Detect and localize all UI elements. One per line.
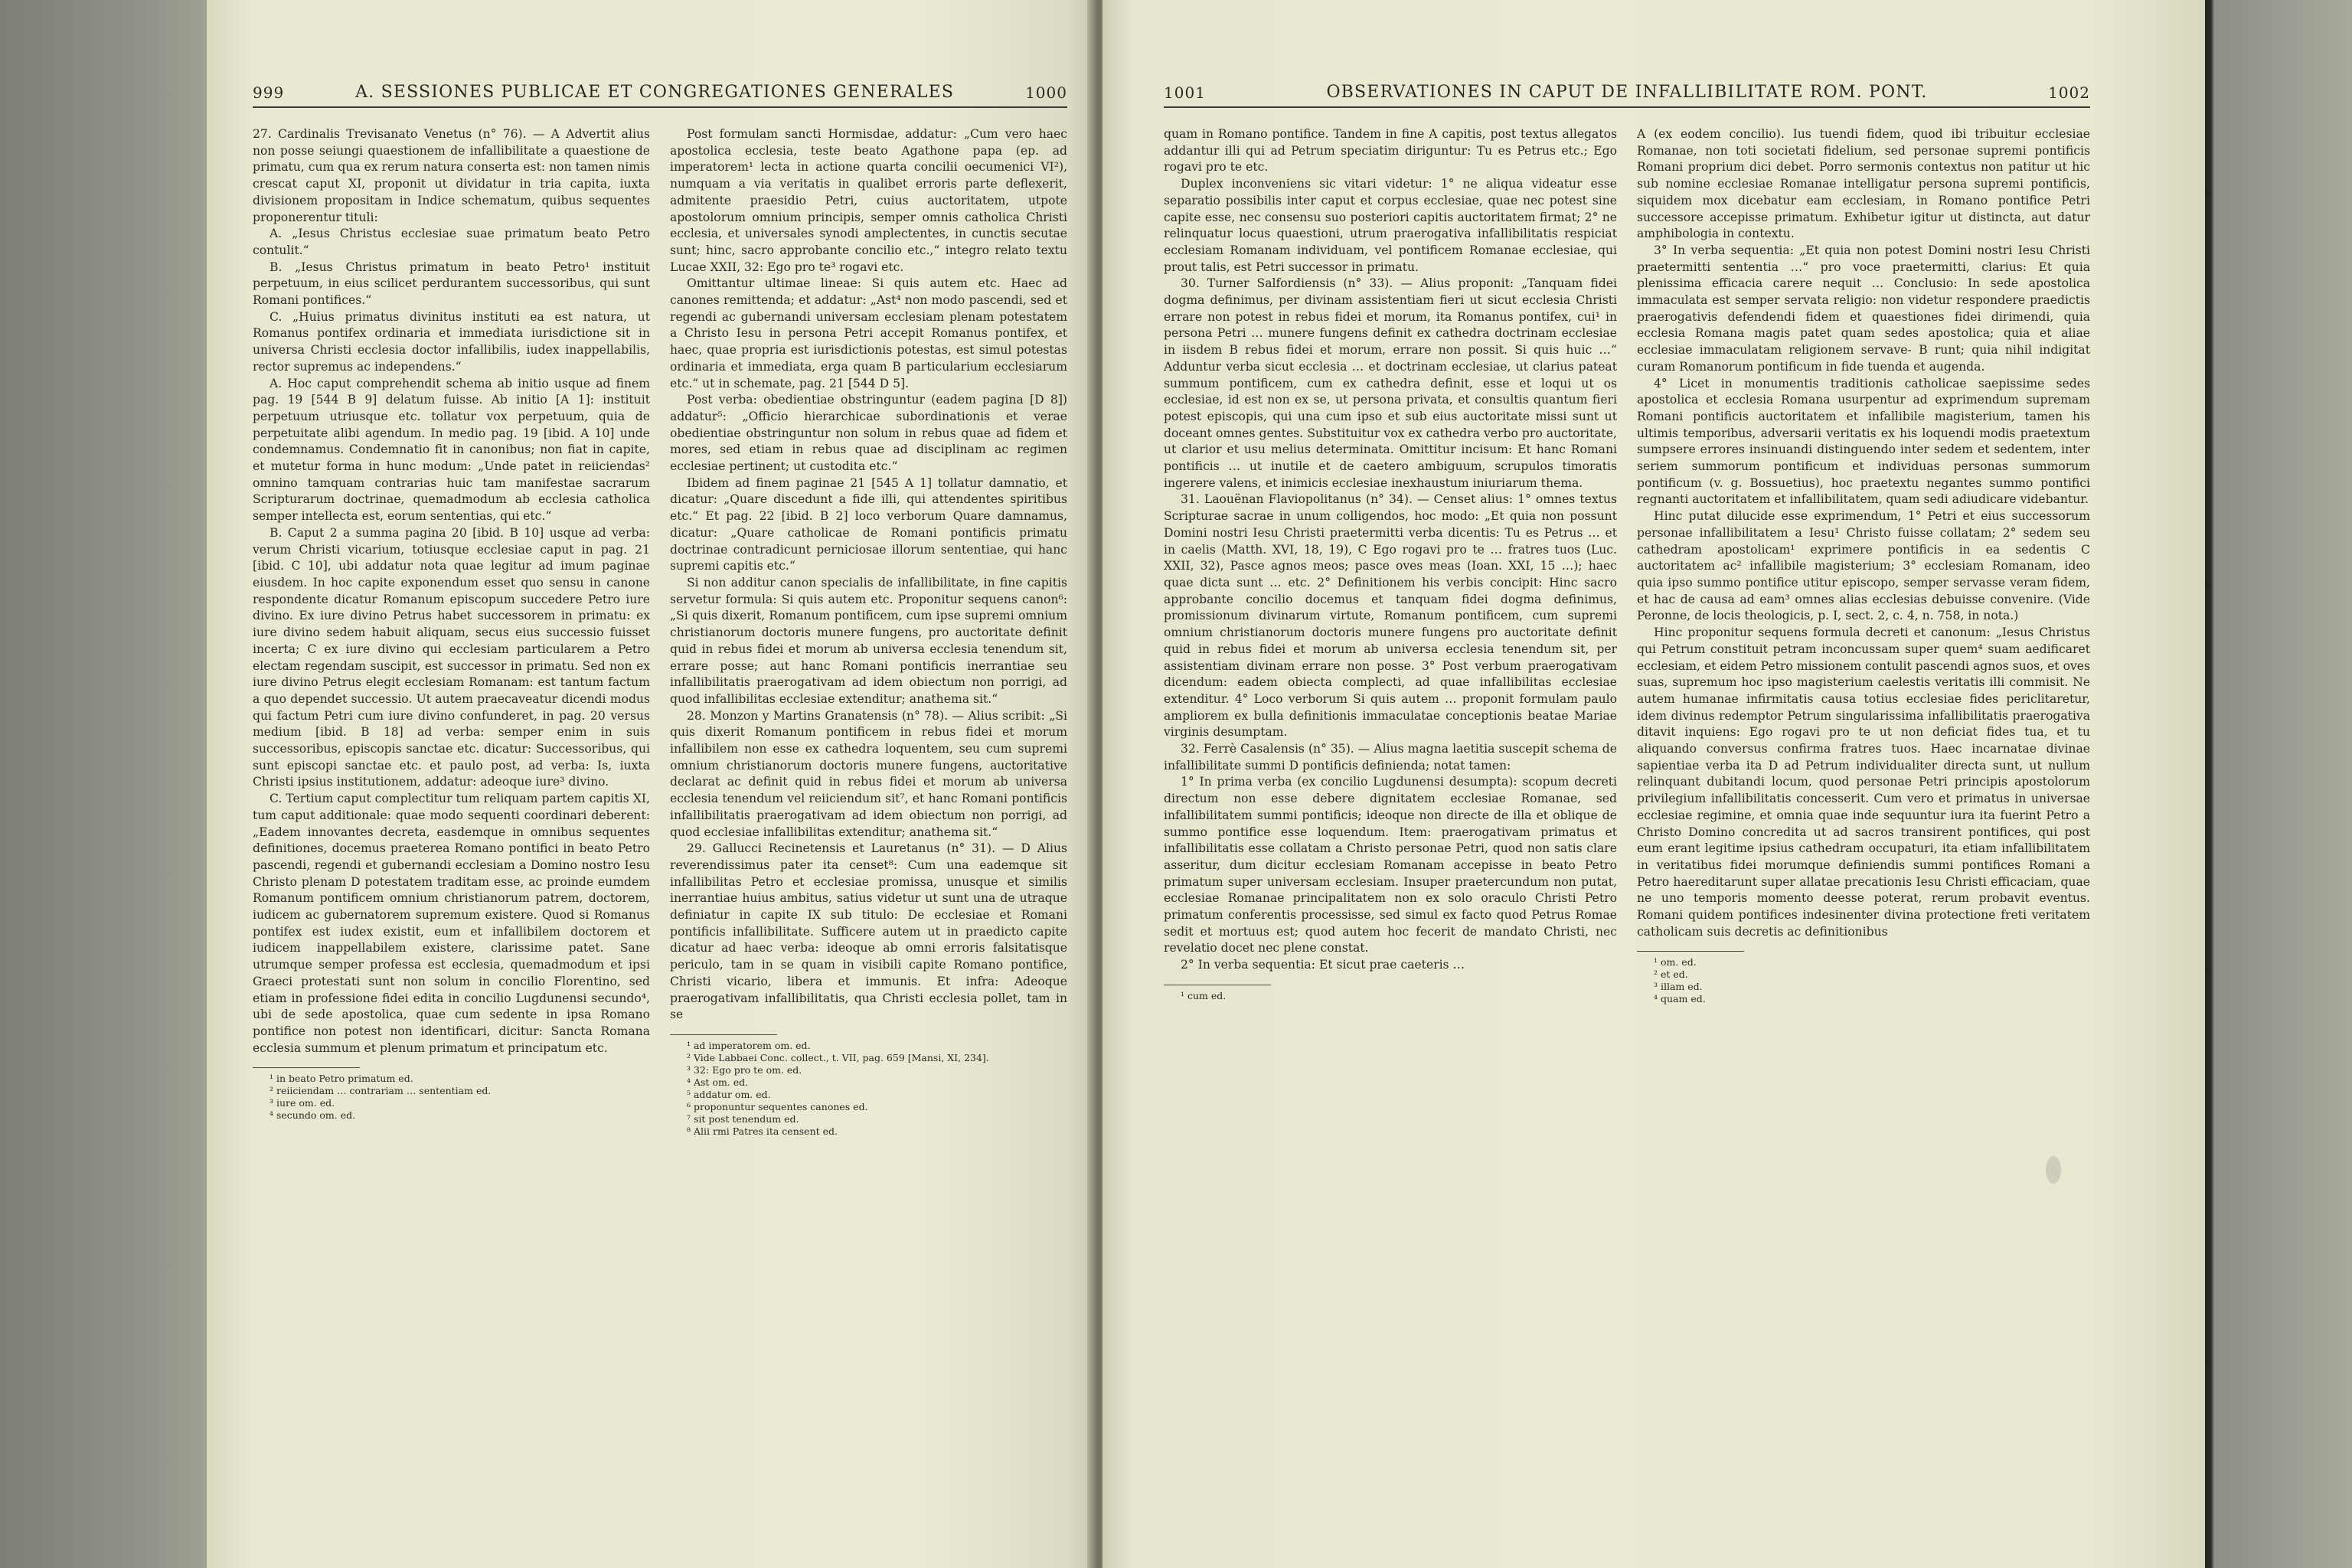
- footnote: ⁷ sit post tenendum ed.: [687, 1112, 799, 1125]
- paragraph: quam in Romano pontifice. Tandem in fine A capitis, post textus allegatos addantur illi qui ad Petrum speciatim diriguntur: Tu es Petrus etc.; Ego rogavi pro te etc.: [1164, 127, 1617, 175]
- right-running-head: [1164, 83, 2090, 108]
- footnote: ³ illam ed.: [1654, 981, 1703, 993]
- footnote-rule: [253, 1067, 360, 1068]
- paper-stain: [2046, 1156, 2061, 1184]
- paragraph: C. „Huius primatus divinitus instituti ea est natura, ut Romanus pontifex ordinaria et immediata iurisdictione sit in universa Christi ecclesia doctor infallibilis, iudex inappellabilis, rector supremus ac independens.“: [253, 309, 650, 374]
- right-page: [1102, 0, 2205, 1568]
- footnote-rule: [1637, 951, 1744, 952]
- right-column-left-number: 1001: [1164, 83, 1206, 102]
- footnote-rule: [670, 1034, 777, 1035]
- paragraph: 31. Laouënan Flaviopolitanus (n° 34). — Censet alius: 1° omnes textus Scripturae sacrae in unum colligendos, hoc modo: „Et quia non possunt Domini nostri Iesu Christi praetermitti verba dicentis: Tu es Petrus … et in caelis (Matth. XVI, 18, 19), C Ego rogavi pro te … fratres tuos (Luc. XXII, 32), Pasce agnos meos; pasce oves meas (Ioan. XXI, 15 …); haec quae dicta sunt … etc. 2° Definitionem his verbis concipit: Hinc sacro approbante concilio docemus et tanquam fidei dogma definimus, promissionum divinarum virtute, Romanum pontificem, cum supremi omnium christianorum doctoris munere fungens pro auctoritate definit quid in rebus fidei et morum ab universa ecclesia tenendum sit, per assistentiam divinam errare non posse. 3° Post verbum praerogativam dicendum: eadem obiecta complecti, ad quae infallibilitas ecclesiae extenditur. 4° Loco verborum Si quis autem … proponit formulam paulo ampliorem ex bulla definitionis immaculatae conceptionis beatae Mariae virginis desumptam.: [1164, 492, 1617, 740]
- footnote: ⁴ secundo om. ed.: [270, 1109, 356, 1122]
- footnote: ³ 32: Ego pro te om. ed.: [687, 1063, 802, 1076]
- scanner-background-left: [0, 0, 230, 1568]
- paragraph: 32. Ferrè Casalensis (n° 35). — Alius magna laetitia suscepit schema de infallibilitate summi D pontificis definienda; notat tamen:: [1164, 742, 1617, 773]
- footnote: ¹ ad imperatorem om. ed.: [687, 1039, 811, 1051]
- paragraph: Hinc putat dilucide esse exprimendum, 1° Petri et eius successorum personae infallibilitatem a Iesu¹ Christo fuisse collatam; 2° sedem seu cathedram apostolicam¹ exprimere pontificis in ea sedentis C auctoritatem ac² infallibile magisterium; 3° ecclesiam Romanam, ideo quia ipso summo pontifice utitur episcopo, semper servasse veram fidem, et hac de causa ad eam³ omnes alias ecclesias debuisse convenire. (Vide Peronne, de locis theologicis, p. I, sect. 2, c. 4, n. 758, in nota.): [1637, 509, 2090, 623]
- paragraph: B. Caput 2 a summa pagina 20 [ibid. B 10] usque ad verba: verum Christi vicarium, totiusque ecclesiae caput in pag. 21 [ibid. C 10], ubi addatur nota quae legitur ad imum paginae eiusdem. In hoc capite exponendum esset quo sensu in canone respondente dicatur Romanum episcopum succedere Petro iure divino. Ex iure divino Petrus habet successorem in primatu: ex iure divino sedem habuit aliquam, secus eius successio fuisset incerta; C ex iure divino qui ecclesiam particularem a Petro electam regendam suscipit, est successor in primatu. Sed non ex iure divino Petrus elegit ecclesiam Romanam: est tantum factum a quo dependet successio. Ut autem praecaveatur dicendi modus qui factum Petri cum iure divino confunderet, in pag. 20 versus medium [ibid. B 18] ad verba: semper enim in suis successoribus, episcopis sanctae etc. dicatur: Successoribus, qui sunt episcopi sanctae etc. et paulo post, ad verba: Is, iuxta Christi ipsius institutionem, addatur: adeoque iure³ divino.: [253, 525, 650, 789]
- paragraph: Si non additur canon specialis de infallibilitate, in fine capitis servetur formula: Si quis autem etc. Proponitur sequens canon⁶: „Si quis dixerit, Romanum pontificem, cum ipse supremi omnium christianorum doctoris munere fungens, pro auctoritate definit quid in rebus fidei et morum ab universa ecclesia tenendum sit, errare posse; aut hanc Romani pontificis inerrantiae seu infallibilitatis praerogativam ad idem obiectum non porrigi, ad quod infallibilitas ecclesiae extenditur; anathema sit.“: [670, 575, 1067, 706]
- footnote: ³ iure om. ed.: [270, 1097, 335, 1109]
- paragraph: 2° In verba sequentia: Et sicut prae caeteris …: [1181, 958, 1465, 972]
- paragraph: C. Tertium caput complectitur tum reliquam partem capitis XI, tum caput additionale: quae modo sequenti coordinari deberent: „Eadem innovantes decreta, easdemque in omnibus sequentes definitiones, docemus praeterea Romano pontifici in beato Petro pascendi, regendi et gubernandi ecclesiam a Domino nostro Iesu Christo plenam D potestatem traditam esse, ac proinde eumdem Romanum pontificem omnium christianorum patrem, doctorem, iudicem ac gubernatorem supremum existere. Quod si Romanus pontifex est iudex existit, eum et infallibilem doctorem et iudicem inappellabilem existere, clarissime patet. Sane utrumque semper professa est ecclesia, quemadmodum et ipsi Graeci protestati sunt non solum in concilio Florentino, sed etiam in professione fidei edita in concilio Lugdunensi secundo⁴, ubi de sede apostolica, quae cum sedente in ipsa Romano pontifice non potest non identificari, dicitur: Sancta Romana ecclesia summum et plenum primatum et principatum etc.: [253, 792, 650, 1055]
- footnote: ⁶ proponuntur sequentes canones ed.: [687, 1100, 868, 1112]
- paragraph: A. „Iesus Christus ecclesiae suae primatum beato Petro contulit.“: [253, 227, 650, 257]
- scanner-background-right: [2205, 0, 2352, 1568]
- paragraph: 3° In verba sequentia: „Et quia non potest Domini nostri Iesu Christi praetermitti sententia …“ pro voce praetermitti, clarius: Et quia plenissima efficacia carere nequit … Conclusio: In sede apostolica immaculata est semper servata religio: non videtur respondere praedictis praerogativis defendendi fidem et quaestiones fidei dirimendi, quia ecclesia Romana magis patet quam sedes apostolica; quia et aliae ecclesiae immaculatam religionem servave- B runt; quia nihil indigitat curam Romanorum pontificum in fide tuenda et augenda.: [1637, 243, 2090, 374]
- footnote: ⁸ Alii rmi Patres ita censent ed.: [687, 1125, 838, 1137]
- footnote: ⁴ quam ed.: [1654, 993, 1706, 1005]
- paragraph: Post formulam sancti Hormisdae, addatur: „Cum vero haec apostolica ecclesia, teste beato Agathone papa (ep. ad imperatorem¹ lecta in actione quarta concilii oecumenici VI²), numquam a via veritatis in qualibet erroris parte deflexerit, admitente praesidio Petri, cuius auctoritatem, utpote apostolorum omnium principis, semper omnis catholica Christi ecclesia, et universales synodi amplectentes, in cunctis secutae sunt; hinc, sacro approbante concilio etc.,“ integro relato textu Lucae XXII, 32: Ego pro te³ rogavi etc.: [670, 127, 1067, 274]
- footnote: ¹ om. ed.: [1654, 956, 1697, 969]
- right-page-columns: [1164, 126, 2090, 1005]
- paragraph: 1° In prima verba (ex concilio Lugdunensi desumpta): scopum decreti directum non esse debere dignitatem ecclesiae Romanae, sed infallibilitatem summi pontificis; ideoque non directe de illa et oblique de summo pontifice esse loquendum. Item: praerogativam primatus et infallibilitatis esse collatam a Christo personae Petri, quod non satis clare asseritur, dum dicitur ecclesiam Romanam accepisse in beato Petro primatum super universam ecclesiam. Insuper praetercundum non putat, ecclesiae Romanae principalitatem non ex solo oraculo Christi Petro primatum conferentis processisse, sed simul ex facto quod Petrus Romae sedit et mortuus est; quod autem hoc fecerit de mandato Christi, nec revelatio docet nec plene constat.: [1164, 775, 1617, 956]
- footnote: ⁴ Ast om. ed.: [687, 1076, 749, 1088]
- paragraph: 4° Licet in monumentis traditionis catholicae saepissime sedes apostolica et ecclesia Romana usurpentur ad exprimendum supremam Romani pontificis auctoritatem et infallibile magisterium, tamen his ultimis temporibus, adversarii veritatis ex his loquendi modis praetextum sumpsere errores insinuandi distinguendo inter sedem et sedentem, inter seriem summorum pontificum et individuas personas summorum pontificum (v. g. Bossuetius), hoc praetextu negantes summo pontifici regnanti auctoritatem et infallibilitatem, quam sedi adiudicare videbantur.: [1637, 376, 2090, 507]
- footnote: ⁵ addatur om. ed.: [687, 1088, 771, 1100]
- right-column-right-number: 1002: [2048, 83, 2090, 102]
- right-page-column-2: [1637, 126, 2090, 1005]
- paragraph: Duplex inconveniens sic vitari videtur: 1° ne aliqua videatur esse separatio possibilis inter caput et corpus ecclesiae, quae nec potest sine capite esse, nec consensu suo posteriori capitis auctoritatem firmat; 2° ne relinquatur locus quaestioni, utrum praerogativa infallibilitatis respiciat ecclesiam Romanam individuam, vel pontificem Romanae ecclesiae, qui prout talis, est Petri successor in primatu.: [1164, 177, 1617, 274]
- paragraph: 30. Turner Salfordiensis (n° 33). — Alius proponit: „Tanquam fidei dogma definimus, per divinam assistentiam fieri ut sicut ecclesia Christi errare non potest in rebus fidei et morum, ita Romanus pontifex, cui¹ in persona Petri … munere fungens definit ex cathedra doctrinam ecclesiae in iisdem B rebus fidei et morum, errare non possit. Si quis huic …“ Adduntur verba sicut ecclesia … et doctrinam ecclesiae, ut clarius pateat summum pontificem, cum ex cathedra definit, esse et loqui ut os ecclesiae, id est non ex se, ut persona privata, et consultis quantum fieri potest episcopis, qui una cum ipso et sub eius auctoritate missi sunt ut doceant omnes gentes. Substituitur vox ex cathedra verbo pro auctoritate, ut clarior et usu melius determinata. Omittitur incisum: Et hanc Romani pontificis … ut inutile et de caetero ambiguum, scrupulos timoratis ingerere valens, et inimicis ecclesiae inexhaustum iniuriarum thema.: [1164, 276, 1617, 490]
- left-page-columns: [253, 126, 1067, 1138]
- left-page: [207, 0, 1095, 1568]
- paragraph: Hinc proponitur sequens formula decreti et canonum: „Iesus Christus qui Petrum constituit petram inconcussam super quem⁴ suam aedificaret ecclesiam, et eidem Petro missionem contulit pascendi agnos suos, et oves suas, supremum hoc ipso magisterium caelestis veritatis illi commisit. Ne autem humanae infirmitatis causa totius ecclesiae fides periclitaretur, idem divinus redemptor Petrum singularissima infallibilitatis praerogativa ditavit inquiens: Ego rogavi pro te ut non deficiat fides tua, et tu aliquando conversus confirma fratres tuos. Haec incarnatae divinae sapientiae verba ita D ad Petrum individualiter directa sunt, ut nullum relinquant dubitandi locum, quod personae Petri principis apostolorum privilegium infallibilitatis concesserit. Cum vero et primatus in universae ecclesiae regimine, et omnia quae inde sequuntur iura ita fuerint Petro a Christo Domino concredita ut ad sacros transirent pontifices, qui post eum erant legitime ipsius cathedram occupaturi, ita etiam infallibilitatem in veritatibus fidei morumque definiendis summi pontifices Romani a Petro haereditarunt super allatae precationis Iesu Christi efficaciam, quae ne uno temporis momento deesse poterat, rerum probavit eventus. Romani quidem pontifices indesinenter divina protectione freti veritatem catholicam suis decretis ac definitionibus: [1637, 626, 2090, 939]
- footnote: ¹ cum ed.: [1181, 989, 1227, 1001]
- footnote: ² Vide Labbaei Conc. collect., t. VII, pag. 659 [Mansi, XI, 234].: [687, 1051, 989, 1063]
- paragraph: Ibidem ad finem paginae 21 [545 A 1] tollatur damnatio, et dicatur: „Quare discedunt a fide illi, qui attendentes spiritibus etc.“ Et pag. 22 [ibid. B 2] loco verborum Quare damnamus, dicatur: „Quare catholicae de Romani pontificis primatu doctrinae contradicunt perniciosae illorum sententiae, qui hanc supremi capitis etc.“: [670, 475, 1067, 573]
- left-running-title: A. SESSIONES PUBLICAE ET CONGREGATIONES GENERALES: [355, 83, 955, 102]
- paragraph: A. Hoc caput comprehendit schema ab initio usque ad finem pag. 19 [544 B 9] delatum fuisse. Ab initio [A 1]: instituit perpetuum utriusque etc. tollatur vox perpetuum, quia de perpetuitate alibi agendum. In medio pag. 19 [ibid. A 10] unde condemnamus. Condemnatio fit in canonibus; non fiat in capite, et mutetur forma in hunc modum: „Unde patet in reiiciendas² omnino tamquam contrarias huic tam manifestae sacrarum Scripturarum doctrinae, quemadmodum ab ecclesia catholica semper intellecta est, eorum sententias, qui etc.“: [253, 376, 650, 524]
- right-page-column-1: [1164, 126, 1617, 1005]
- left-page-column-1: [253, 126, 650, 1138]
- right-running-title: OBSERVATIONES IN CAPUT DE INFALLIBILITATE ROM. PONT.: [1326, 83, 1928, 102]
- left-column-number: 1000: [1025, 83, 1067, 102]
- paragraph: Omittantur ultimae lineae: Si quis autem etc. Haec ad canones remittenda; et addatur: „Ast⁴ non modo pascendi, sed et regendi ac gubernandi universam ecclesiam plenam potestatem a Christo Iesu in persona Petri accepit Romanus pontifex, et haec, quae propria est iurisdictionis potestas, est simul potestas ordinaria et immediata, erga quam B particularium ecclesiarum etc.“ ut in schemate, pag. 21 [544 D 5].: [670, 276, 1067, 390]
- paragraph: 27. Cardinalis Trevisanato Venetus (n° 76). — A Advertit alius non posse seiungi quaestionem de infallibilitate a quaestione de primatu, cum qua ex rerum natura conserta est: non tamen nimis crescat caput XI, proponit ut dividatur in tria capita, iuxta divisionem propositam in Indice schematum, quibus sequentes proponerentur tituli:: [253, 127, 650, 224]
- footnote: ¹ in beato Petro primatum ed.: [270, 1073, 413, 1085]
- footnote: ² reiiciendam … contrariam … sententiam ed.: [270, 1085, 492, 1097]
- left-running-head: [253, 83, 1067, 108]
- paragraph: A (ex eodem concilio). Ius tuendi fidem, quod ibi tribuitur ecclesiae Romanae, non toti societati fidelium, sed personae supremi pontificis Romani proprium dici debet. Porro sermonis contextus non patitur ut hic sub nomine ecclesiae Romanae intelligatur persona supremi pontificis, siquidem mox dicebatur eam ecclesiam, in Romano pontifice Petri successore accepisse primatum. Exhibetur igitur ut distincta, aut datur amphibologia in contextu.: [1637, 127, 2090, 241]
- paragraph: 28. Monzon y Martins Granatensis (n° 78). — Alius scribit: „Si quis dixerit Romanum pontificem in rebus fidei et morum infallibilem non esse ex cathedra loquentem, seu cum supremi omnium christianorum doctoris munere fungens, auctoritative declarat ac definit quid in rebus fidei et morum ab universa ecclesia tenendum vel reiiciendum sit⁷, et hanc Romani pontificis infallibilitatis praerogativam ad idem obiectum non porrigi, ad quod ecclesiae infallibilitas extenditur; anathema sit.“: [670, 708, 1067, 839]
- left-page-number: 999: [253, 83, 285, 102]
- paragraph: B. „Iesus Christus primatum in beato Petro¹ instituit perpetuum, in eius scilicet perdurantem successoribus, qui sunt Romani pontifices.“: [253, 260, 650, 308]
- paragraph: 29. Gallucci Recinetensis et Lauretanus (n° 31). — D Alius reverendissimus pater ita censet⁸: Cum una eademque sit infallibilitas Petro et ecclesiae promissa, unusque et similis inerrantiae huius ambitus, satius videtur ut sunt una de utraque definiatur in capite IX sub titulo: De ecclesiae et Romani pontificis infallibilitate. Sufficere autem ut in praedicto capite dicatur ad haec verba: ideoque ab omni erroris falsitatisque periculo, tam in se quam in visibili capite Romano pontifice, Christi vicario, libera et immunis. Et infra: Adeoque praerogativam infallibilitatis, qua Christi ecclesia pollet, tam in se: [670, 841, 1067, 1022]
- footnote: ² et ed.: [1654, 969, 1688, 981]
- left-page-column-2: [670, 126, 1067, 1138]
- paragraph: Post verba: obedientiae obstringuntur (eadem pagina [D 8]) addatur⁵: „Officio hierarchicae subordinationis et verae obedientiae obstringuntur non solum in rebus quae ad fidem et mores, sed etiam in rebus quae ad disciplinam ac regimen ecclesiae pertinent; ut custodita etc.“: [670, 393, 1067, 474]
